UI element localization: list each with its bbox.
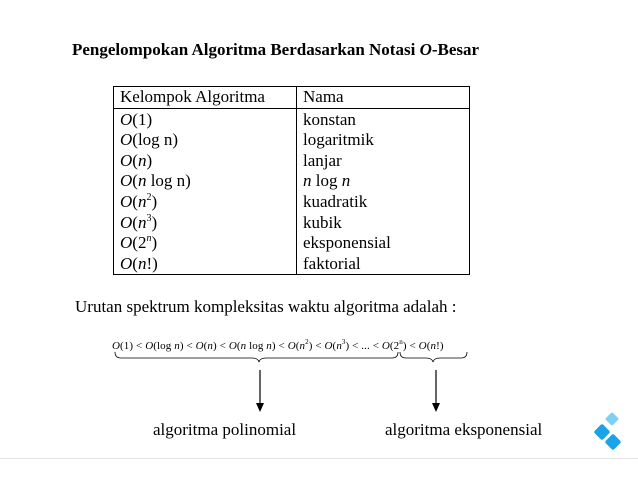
complexity-name: kubik: [297, 213, 470, 234]
complexity-name: lanjar: [297, 151, 470, 172]
footer-divider: [0, 458, 638, 459]
complexity-name: faktorial: [297, 254, 470, 275]
polynomial-label: algoritma polinomial: [153, 420, 297, 439]
exponential-label: algoritma eksponensial: [385, 420, 543, 439]
brand-logo-icon: [590, 412, 626, 458]
exponential-brace: [400, 352, 467, 362]
complexity-name: eksponensial: [297, 233, 470, 254]
complexity-notation: $O(n^3)$: [114, 213, 297, 234]
complexity-name: kuadratik: [297, 192, 470, 213]
header-name: Nama: [297, 87, 470, 109]
slide-title: Pengelompokan Algoritma Berdasarkan Notasi O-Besar: [72, 40, 480, 59]
complexity-notation: O(log n): [114, 130, 297, 151]
complexity-name: konstan: [297, 108, 470, 130]
complexity-notation: O(2$^n$): [114, 233, 297, 254]
complexity-notation: O(n): [114, 151, 297, 172]
complexity-name: n log n: [297, 171, 470, 192]
polynomial-brace: [115, 352, 398, 362]
spectrum-label: Urutan spektrum kompleksitas waktu algoritma adalah :: [75, 297, 457, 316]
spectrum-formula: O(1) < O(log n) < O(n) < O(n $\log n) < O(n^2) < O(n^3)$ < ... < $O(2^n) < O(n!)$: [112, 338, 444, 352]
complexity-notation: O(1): [114, 108, 297, 130]
complexity-notation: O(n log n): [114, 171, 297, 192]
complexity-notation: $O(n^2)$: [114, 192, 297, 213]
header-group: Kelompok Algoritma: [114, 87, 297, 109]
complexity-name: logaritmik: [297, 130, 470, 151]
exponential-arrowhead: [432, 403, 440, 412]
polynomial-arrowhead: [256, 403, 264, 412]
complexity-notation: O(n!): [114, 254, 297, 275]
